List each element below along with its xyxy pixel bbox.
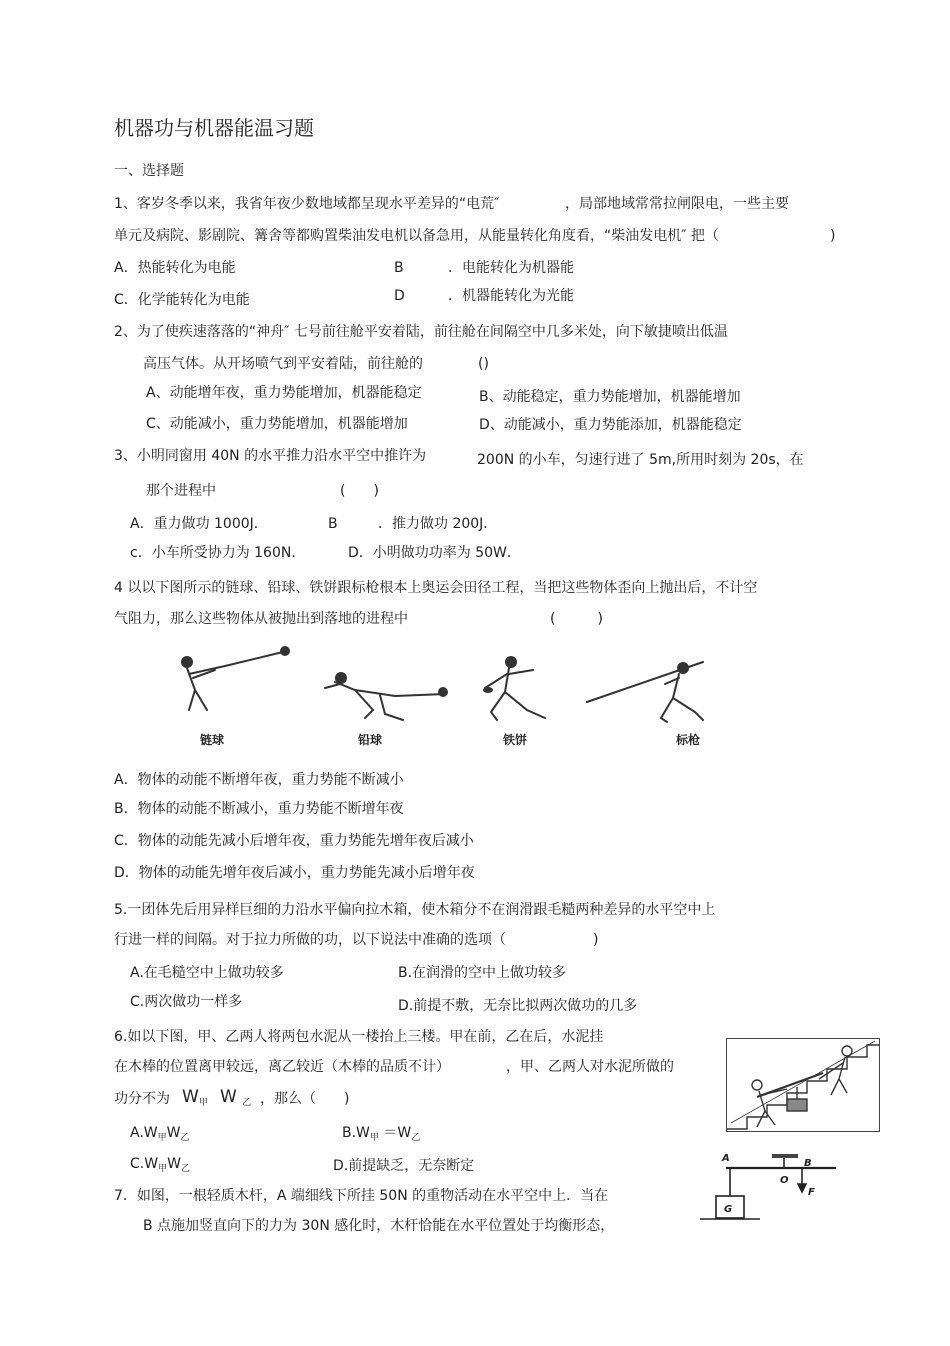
q3-line2: 那个进程中 bbox=[146, 483, 216, 499]
q4-line2: 气阻力，那么这些物体从被抛出到落地的进程中 bbox=[114, 611, 408, 627]
shot-put-figure bbox=[325, 673, 447, 720]
q2-line2: 高压气体。从开场喷气到平安着陆，前往舱的 bbox=[143, 356, 423, 372]
q6-line3a: 功分不为 bbox=[114, 1091, 170, 1107]
q6-line2a: 在木棒的位置离甲较远，离乙较近（木棒的品质不计） bbox=[114, 1059, 450, 1075]
q6-line1: 6.如以下图，甲、乙两人将两包水泥从一楼抬上三楼。甲在前，乙在后，水泥挂 bbox=[114, 1029, 604, 1045]
q1-line2: 单元及病院、影剧院、篝舍等都购置柴油发电机以备急用，从能量转化角度看，“柴油发电机″ 把（ bbox=[114, 228, 719, 244]
q1-option-b-letter: B bbox=[394, 260, 404, 276]
q5-option-c: C.两次做功一样多 bbox=[130, 994, 243, 1010]
q6-stairs-figure bbox=[726, 1038, 880, 1132]
lever-label-o: O bbox=[780, 1175, 789, 1186]
q1-option-d: ．机器能转化为光能 bbox=[448, 288, 574, 304]
page-title: 机器功与机器能温习题 bbox=[114, 116, 314, 140]
q3-line2-end: ( ) bbox=[340, 483, 379, 499]
q3-option-a: A．重力做功 1000J． bbox=[130, 516, 268, 532]
q3-line1b: 200N 的小车，匀速行进了 5m,所用时刻为 20s，在 bbox=[477, 452, 804, 468]
q1-line1b: ，局部地域常常拉闸限电，一些主要 bbox=[565, 196, 789, 212]
q5-option-d: D.前提不敷，无奈比拟两次做功的几多 bbox=[398, 998, 638, 1014]
lever-label-b: B bbox=[804, 1158, 812, 1169]
javelin-figure bbox=[587, 662, 703, 722]
q1-line2-end: ) bbox=[830, 228, 836, 244]
fig-label-shot: 铅球 bbox=[358, 733, 383, 747]
fig-label-discus: 铁饼 bbox=[503, 733, 528, 747]
q7-line1: 7．如图，一根轻质木杆，A 端细线下所挂 50N 的重物活动在水平空中上．当在 bbox=[114, 1188, 609, 1204]
q6-option-d: D.前提缺乏，无奈断定 bbox=[333, 1158, 475, 1174]
q6-option-a: $A.W_甲W_乙$ bbox=[130, 1125, 190, 1143]
q3-option-b-letter: B bbox=[328, 516, 338, 532]
q5-option-a: A.在毛糙空中上做功较多 bbox=[130, 965, 284, 981]
q6-line3b: ，那么（ bbox=[260, 1091, 316, 1107]
q3-option-b: ．推力做功 200J． bbox=[378, 516, 498, 532]
q2-option-d: D、动能减小，重力势能添加，机器能稳定 bbox=[479, 417, 742, 433]
q2-option-b: B、动能稳定，重力势能增加，机器能增加 bbox=[479, 389, 741, 405]
q6-option-c: $C.W_甲W_乙$ bbox=[130, 1156, 190, 1174]
q1-option-c: C．化学能转化为电能 bbox=[114, 292, 250, 308]
q7-lever-figure bbox=[700, 1148, 840, 1224]
q1-option-a: A．热能转化为电能 bbox=[114, 260, 236, 276]
q6-line2b: ，甲、乙两人对水泥所做的 bbox=[506, 1059, 674, 1075]
section-heading: 一、选择题 bbox=[114, 163, 184, 179]
lever-label-g: G bbox=[724, 1204, 733, 1215]
lever-label-a: A bbox=[722, 1153, 730, 1164]
q1-option-d-letter: D bbox=[394, 288, 405, 304]
q2-option-c: C、动能减小，重力势能增加，机器能增加 bbox=[146, 416, 408, 432]
q4-line1: 4 以以下图所示的链球、铅球、铁饼跟标枪根本上奥运会田径工程，当把这些物体歪向上抛出后，不计空 bbox=[114, 580, 758, 596]
fig-label-hammer: 链球 bbox=[200, 733, 225, 747]
lever-label-f: F bbox=[808, 1187, 815, 1198]
q4-option-a: A．物体的动能不断增年夜，重力势能不断减小 bbox=[114, 772, 404, 788]
q6-line3-end: ) bbox=[344, 1091, 350, 1107]
q4-option-b: B．物体的动能不断减小，重力势能不断增年夜 bbox=[114, 801, 404, 817]
q5-line1: 5.一团体先后用异样巨细的力沿水平偏向拉木箱，使木箱分不在润滑跟毛糙两种差异的水平空中上 bbox=[114, 902, 716, 918]
q4-line2-end: ( ) bbox=[550, 611, 603, 627]
fig-label-javelin: 标枪 bbox=[676, 733, 701, 747]
q6-option-b: $B.W_甲 =W_乙$ bbox=[342, 1125, 421, 1143]
q5-line2: 行进一样的间隔。对于拉力所做的功，以下说法中准确的选项（ bbox=[114, 932, 506, 948]
q2-line1: 2、为了使疾速落落的“神舟″ 七号前往舱平安着陆，前往舱在间隔空中几多米处，向下敏捷喷出低温 bbox=[114, 324, 728, 340]
q4-option-d: D．物体的动能先增年夜后减小，重力势能先减小后增年夜 bbox=[114, 865, 475, 881]
q5-option-b: B.在润滑的空中上做功较多 bbox=[398, 965, 567, 981]
q2-line2-end: () bbox=[478, 356, 489, 372]
q6-w-yi: W $_乙$ bbox=[220, 1087, 252, 1108]
q3-option-d: D．小明做功功率为 50W． bbox=[348, 545, 521, 561]
q4-option-c: C．物体的动能先减小后增年夜，重力势能先增年夜后减小 bbox=[114, 833, 474, 849]
q1-line1a: 1、客岁冬季以来，我省年夜少数地域都呈现水平差异的“电荒″ bbox=[114, 196, 500, 212]
q6-w-jia: $W_甲$ bbox=[182, 1087, 208, 1108]
q2-option-a: A、动能增年夜，重力势能增加，机器能稳定 bbox=[146, 385, 422, 401]
q1-option-b: ．电能转化为机器能 bbox=[448, 260, 574, 276]
q4-athletes-figure bbox=[155, 640, 735, 750]
q3-option-c: c．小车所受协力为 160N． bbox=[130, 545, 306, 561]
discus-figure bbox=[484, 657, 545, 720]
q5-line2-end: ) bbox=[593, 932, 599, 948]
q7-line2: B 点施加竖直向下的力为 30N 感化时，木杆恰能在水平位置处于均衡形态， bbox=[143, 1218, 615, 1234]
hammer-throw-figure bbox=[182, 647, 289, 710]
q3-line1a: 3、小明同窗用 40N 的水平推力沿水平空中推许为 bbox=[114, 448, 427, 464]
